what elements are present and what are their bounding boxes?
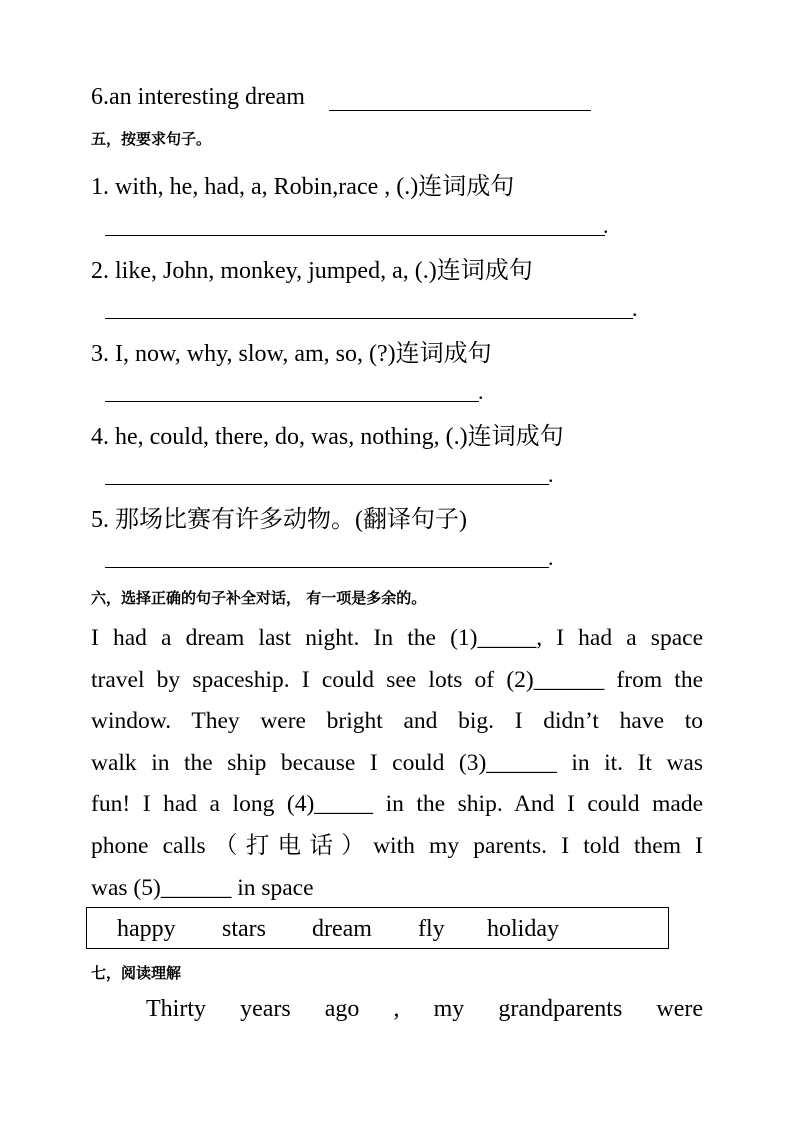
section-5-item-5: 5. 那场比赛有许多动物。(翻译句子) bbox=[91, 507, 467, 533]
section-6-heading: 六，选择正确的句子补全对话， 有一项是多余的。 bbox=[91, 589, 427, 607]
passage-line: phone calls（打电话）with my parents. I told them I bbox=[91, 832, 703, 859]
passage-line: was (5)______ in space bbox=[91, 874, 314, 901]
passage-line: travel by spaceship. I could see lots of (2)______ from the bbox=[91, 666, 703, 693]
reading-passage-first-line: Thirty years ago , my grandparents were bbox=[146, 996, 703, 1022]
cloze-passage bbox=[91, 618, 703, 909]
section-5-item-2: 2. like, John, monkey, jumped, a, (.)连词成句 bbox=[91, 258, 533, 284]
answer-blank[interactable] bbox=[105, 235, 605, 236]
end-mark: . bbox=[632, 296, 638, 321]
word-bank-option: fly bbox=[418, 916, 445, 942]
section-5-item-1: 1. with, he, had, a, Robin,race , (.)连词成句 bbox=[91, 174, 515, 200]
section-5-heading: 五，按要求句子。 bbox=[91, 130, 212, 148]
passage-line: window. They were bright and big. I didn’t have to bbox=[91, 708, 703, 735]
end-mark: . bbox=[548, 545, 554, 570]
answer-blank[interactable] bbox=[105, 401, 479, 402]
end-mark: . bbox=[603, 213, 609, 238]
word-bank bbox=[86, 907, 669, 949]
word-bank-option: holiday bbox=[487, 916, 559, 942]
answer-blank[interactable] bbox=[105, 484, 549, 485]
end-mark: . bbox=[548, 462, 554, 487]
section-5-item-4: 4. he, could, there, do, was, nothing, (.)连词成句 bbox=[91, 424, 564, 450]
passage-line: I had a dream last night. In the (1)_____, I had a space bbox=[91, 625, 703, 651]
word-bank-option: happy bbox=[117, 916, 176, 942]
word-bank-option: dream bbox=[312, 916, 372, 942]
answer-blank[interactable] bbox=[329, 110, 591, 111]
question-6-text: 6.an interesting dream bbox=[91, 84, 305, 110]
passage-line: fun! I had a long (4)_____ in the ship. And I could made bbox=[91, 791, 703, 818]
end-mark: . bbox=[478, 379, 484, 404]
section-5-item-3: 3. I, now, why, slow, am, so, (?)连词成句 bbox=[91, 341, 492, 367]
passage-line: walk in the ship because I could (3)______ in it. It was bbox=[91, 749, 703, 776]
answer-blank[interactable] bbox=[105, 318, 633, 319]
word-bank-option: stars bbox=[222, 916, 266, 942]
section-7-heading: 七，阅读理解 bbox=[91, 964, 182, 982]
answer-blank[interactable] bbox=[105, 567, 549, 568]
